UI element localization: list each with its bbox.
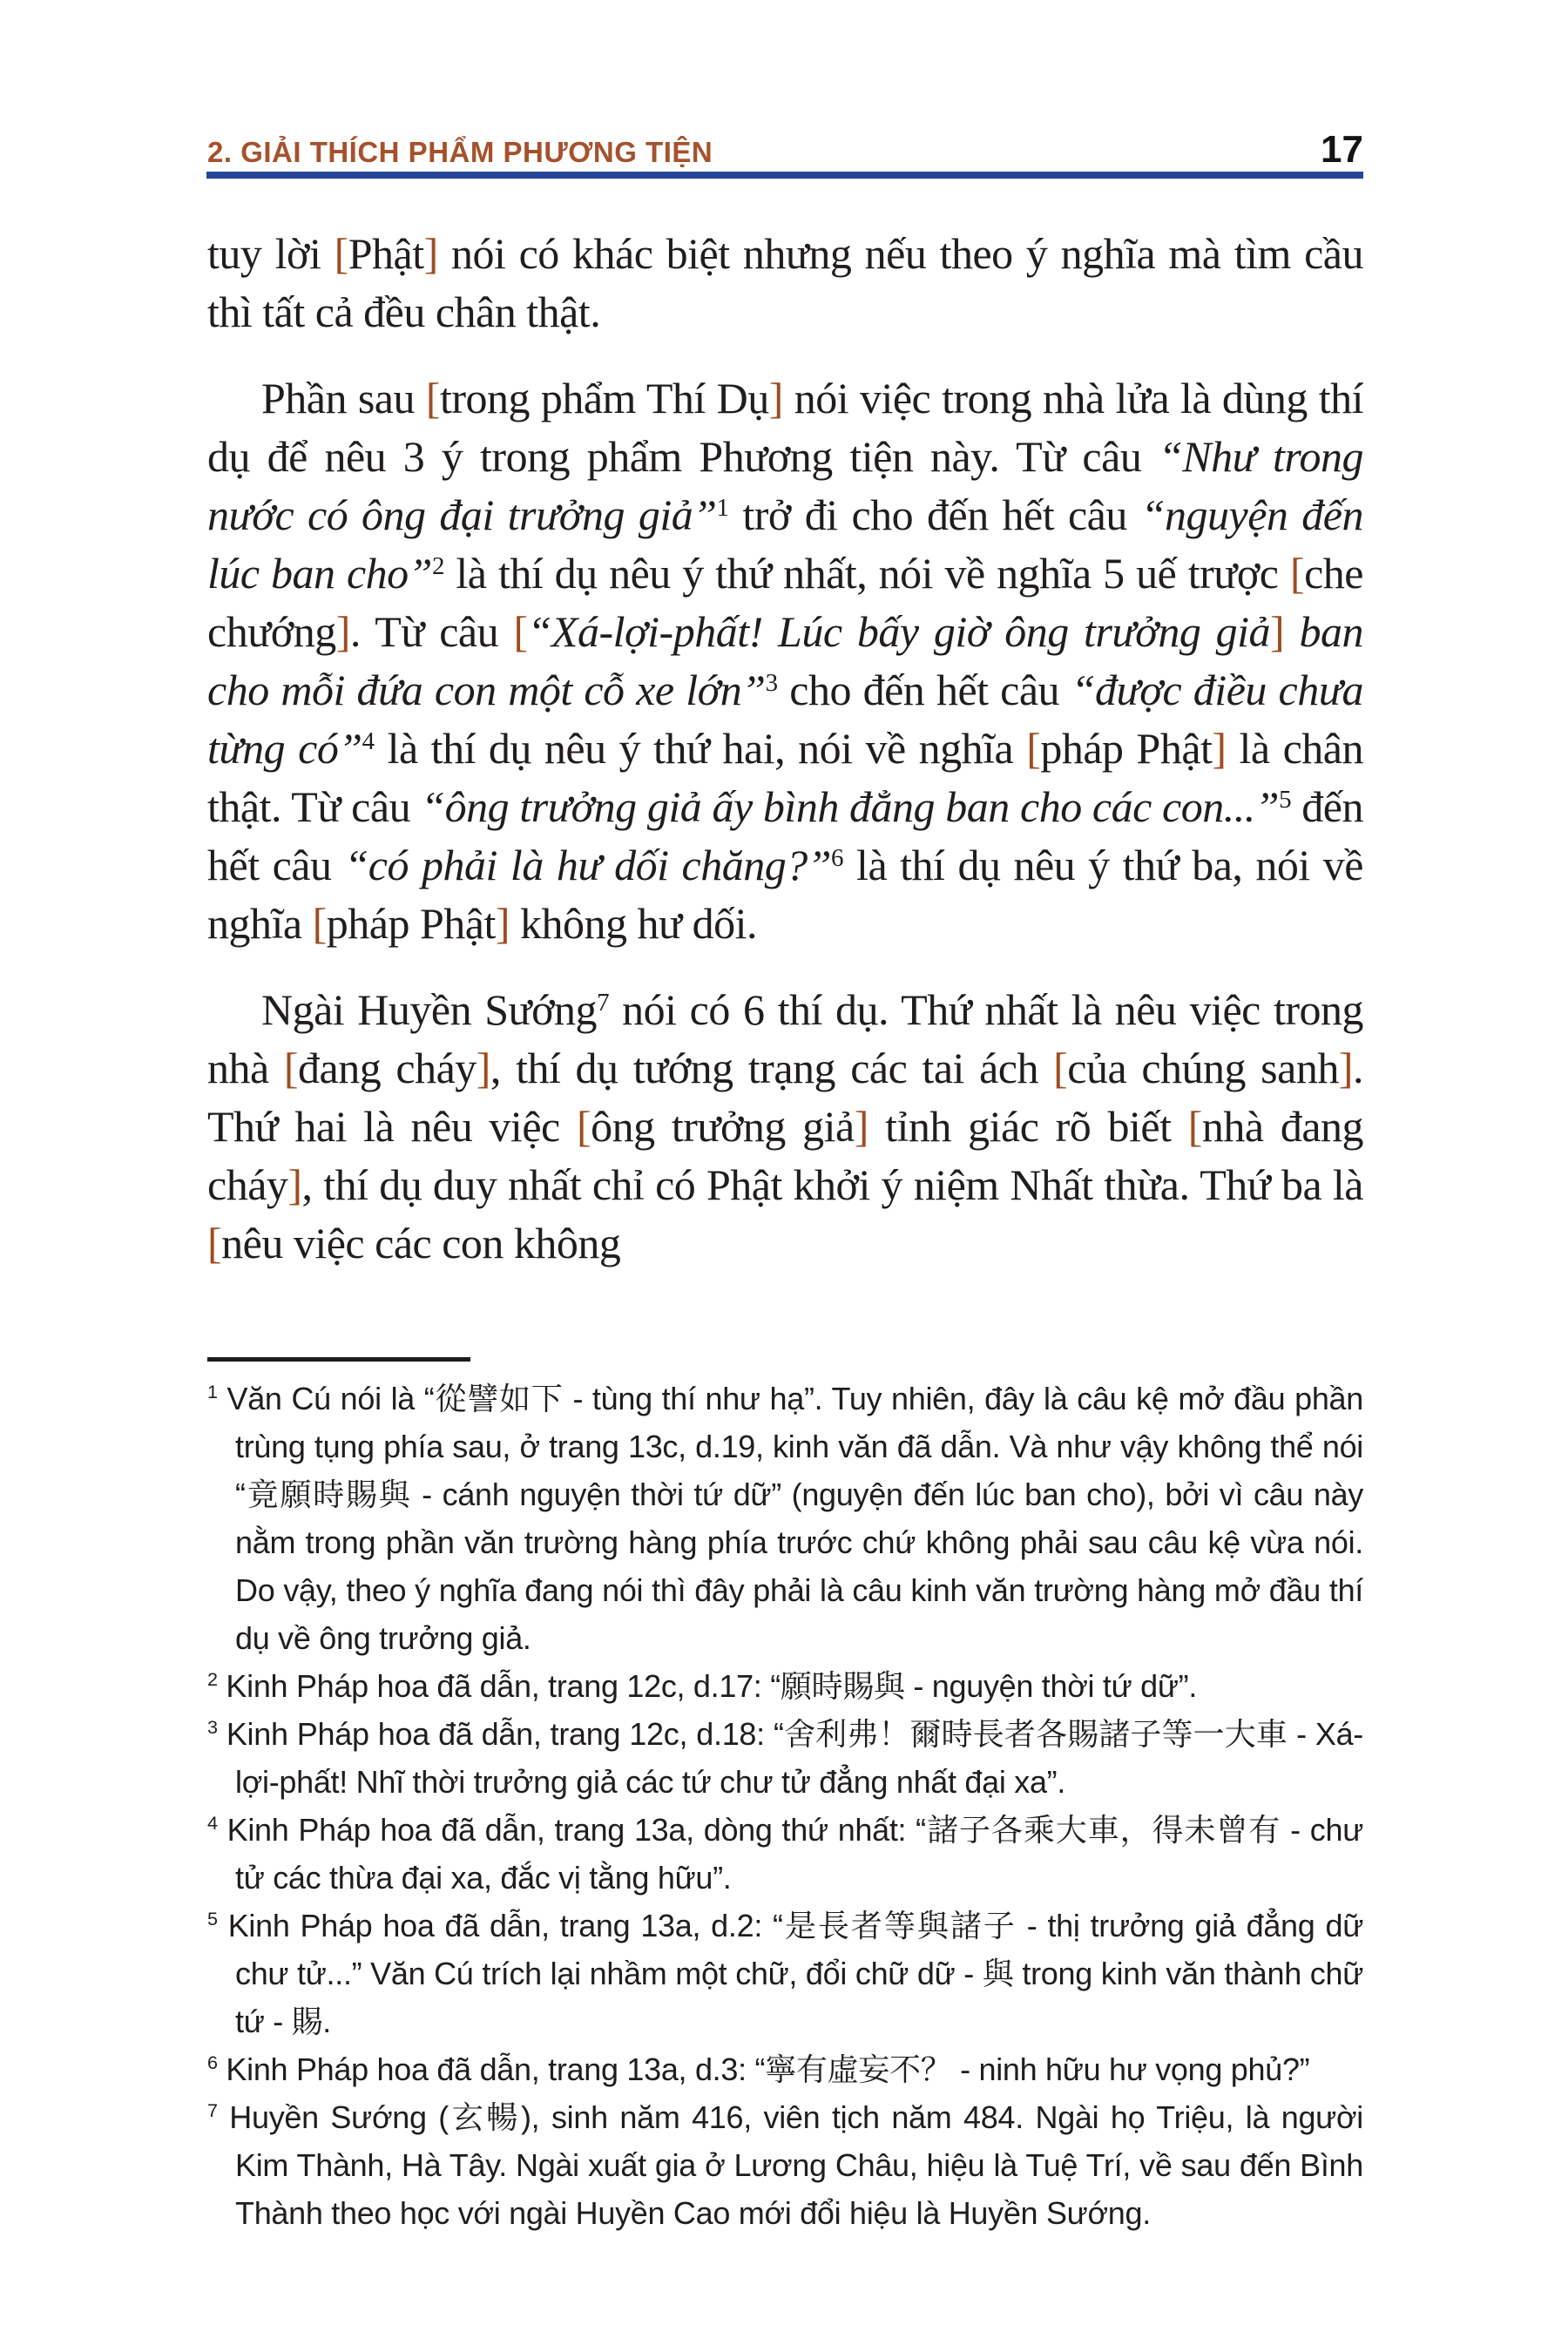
- bracket-mark: ]: [476, 1044, 490, 1092]
- footnotes-section: [207, 1375, 1363, 2237]
- bracket-mark: [: [312, 899, 327, 948]
- text-segment: nói có 6 thí dụ. Thứ nhất là nêu việc trong nhà: [207, 985, 1363, 1092]
- text-segment: “Xá-lợi-phất! Lúc bấy giờ ông trưởng giả: [527, 607, 1271, 656]
- text-segment: . Từ câu: [349, 607, 514, 656]
- text-segment: “nguyện đến lúc ban cho”: [207, 490, 1363, 598]
- footnote-item: $^2$ Kinh Pháp hoa đã dẫn, trang 12c, d.17: “願時賜與 - nguyện thời tứ dữ”.: [207, 1668, 1198, 1704]
- bracket-mark: [: [1187, 1102, 1202, 1151]
- text-segment: là thí dụ nêu ý thứ hai, nói về nghĩa: [374, 724, 1027, 773]
- footnote-number: 6: [207, 2051, 218, 2073]
- footnote-item: $^4$ Kinh Pháp hoa đã dẫn, trang 13a, dòng thứ nhất: “諸子各乘大車，得未曾有 - chư tử các thừa đại xa, đắc vị tằng hữu”.: [207, 1812, 1363, 1896]
- bracket-mark: [: [1289, 549, 1305, 598]
- footnote-item: $^7$ Huyền Sướng (玄暢), sinh năm 416, viên tịch năm 484. Ngài họ Triệu, là người Kim Thành, Hà Tây. Ngài xuất gia ở Lương Châu, hiệu là Tuệ Trí, về sau đến Bình Thành theo học với ngài Huyền Cao mới đổi hiệu là Huyền Sướng.: [207, 2099, 1363, 2231]
- body-paragraph: [207, 369, 1363, 953]
- text-segment: , thí dụ tướng trạng các tai ách: [490, 1044, 1054, 1092]
- footnote-item: $^5$ Kinh Pháp hoa đã dẫn, trang 13a, d.2: “是長者等與諸子 - thị trưởng giả đẳng dữ chư tử...” Văn Cú trích lại nhầm một chữ, đổi chữ dữ - 與 trong kinh văn thành chữ tứ - 賜.: [207, 1908, 1363, 2039]
- text-segment: là thí dụ nêu ý thứ ba, nói về nghĩa: [207, 841, 1363, 948]
- bracket-mark: ]: [495, 899, 510, 948]
- text-segment: đang cháy: [298, 1044, 476, 1092]
- text-segment: “được điều chưa từng có”: [207, 666, 1363, 773]
- footnote-ref: 4: [362, 727, 375, 756]
- footnote-ref: 3: [765, 669, 778, 698]
- text-segment: cho đến hết câu: [777, 666, 1071, 714]
- text-segment: ông trưởng giả: [591, 1102, 855, 1151]
- text-segment: “Như trong nước có ông đại trưởng giả”: [207, 432, 1364, 539]
- text-segment: nêu việc các con không: [221, 1219, 621, 1267]
- footnote-number: 7: [207, 2099, 218, 2121]
- footnote-divider-rule: [207, 1357, 470, 1362]
- text-segment: là chân thật. Từ câu: [207, 724, 1363, 831]
- footnote-number: 5: [207, 1908, 218, 1930]
- text-segment: trong phẩm Thí Dụ: [439, 374, 769, 422]
- text-segment: Phật: [348, 229, 424, 278]
- bracket-mark: [: [1026, 724, 1041, 773]
- footnote-number: 1: [207, 1381, 218, 1402]
- footnote-ref: 7: [597, 989, 610, 1017]
- text-segment: , thí dụ duy nhất chỉ có Phật khởi ý niệm Nhất thừa. Thứ ba là: [301, 1160, 1363, 1209]
- footnote-item: $^1$ Văn Cú nói là “從譬如下 - tùng thí như hạ”. Tuy nhiên, đây là câu kệ mở đầu phần trùng tụng phía sau, ở trang 13c, d.19, kinh văn đã dẫn. Và như vậy không thể nói “竟願時賜與 - cánh nguyện thời tứ dữ” (nguyện đến lúc ban cho), bởi vì câu này nằm trong phần văn trường hàng phía trước chứ không phải sau câu kệ vừa nói. Do vậy, theo ý nghĩa đang nói thì đây phải là câu kinh văn trường hàng mở đầu thí dụ về ông trưởng giả.: [207, 1381, 1363, 1656]
- text-segment: Ngài Huyền Sướng: [261, 985, 598, 1034]
- bracket-mark: ]: [768, 374, 783, 422]
- footnote-ref: 2: [431, 552, 444, 581]
- text-segment: của chúng sanh: [1067, 1044, 1339, 1092]
- text-segment: pháp Phật: [326, 899, 496, 948]
- header-divider-rule: [206, 172, 1363, 179]
- footnote-item: $^3$ Kinh Pháp hoa đã dẫn, trang 12c, d.18: “舍利弗！爾時長者各賜諸子等一大車 - Xá-lợi-phất! Nhĩ thời trưởng giả các tứ chư tử đẳng nhất đại xa”.: [207, 1716, 1363, 1800]
- bracket-mark: ]: [423, 229, 438, 278]
- text-segment: nói có khác biệt nhưng nếu theo ý nghĩa mà tìm cầu thì tất cả đều chân thật.: [207, 229, 1363, 336]
- bracket-mark: ]: [1212, 724, 1227, 773]
- body-text: [207, 225, 1363, 1301]
- bracket-mark: [: [283, 1044, 299, 1092]
- text-segment: là thí dụ nêu ý thứ nhất, nói về nghĩa 5 uế trược: [443, 549, 1290, 598]
- bracket-mark: ]: [854, 1102, 868, 1151]
- text-segment: “ông trưởng giả ấy bình đẳng ban cho các con...”: [421, 782, 1280, 831]
- footnote-number: 4: [207, 1812, 218, 1834]
- footnote-ref: 5: [1279, 786, 1292, 814]
- footnote-number: 2: [207, 1668, 218, 1690]
- text-segment: che chướng: [207, 549, 1363, 656]
- text-segment: nhà đang cháy: [207, 1102, 1364, 1209]
- text-segment: ban cho mỗi đứa con một cỗ xe lớn”: [207, 607, 1364, 714]
- text-segment: nói việc trong nhà lửa là dùng thí dụ để nêu 3 ý trong phẩm Phương tiện này. Từ câu: [207, 374, 1364, 481]
- bracket-mark: ]: [287, 1160, 302, 1209]
- chapter-title: 2. GIẢI THÍCH PHẨM PHƯƠNG TIỆN: [207, 136, 713, 168]
- footnote-ref: 6: [831, 844, 844, 873]
- bracket-mark: [: [425, 374, 440, 422]
- text-segment: “có phải là hư dối chăng?”: [344, 841, 832, 889]
- page-number: 17: [1321, 128, 1363, 171]
- text-segment: tỉnh giác rõ biết: [868, 1102, 1188, 1151]
- footnote-ref: 1: [716, 494, 729, 523]
- bracket-mark: [: [513, 607, 528, 656]
- text-segment: pháp Phật: [1040, 724, 1213, 773]
- body-paragraph: [207, 225, 1363, 341]
- footnote-number: 3: [207, 1716, 218, 1738]
- page-header: [207, 128, 1363, 171]
- text-segment: trở đi cho đến hết câu: [728, 490, 1141, 539]
- text-segment: . Thứ hai là nêu việc: [207, 1044, 1363, 1151]
- bracket-mark: [: [1053, 1044, 1068, 1092]
- body-paragraph: [207, 981, 1363, 1273]
- bracket-mark: ]: [335, 607, 350, 656]
- bracket-mark: ]: [1338, 1044, 1353, 1092]
- bracket-mark: [: [576, 1102, 591, 1151]
- bracket-mark: [: [334, 229, 348, 278]
- text-segment: đến hết câu: [207, 782, 1363, 889]
- text-segment: không hư dối.: [510, 899, 757, 948]
- text-segment: Phần sau: [261, 374, 426, 422]
- footnote-item: $^6$ Kinh Pháp hoa đã dẫn, trang 13a, d.3: “寧有虛妄不？ - ninh hữu hư vọng phủ?”: [207, 2051, 1310, 2087]
- bracket-mark: ]: [1270, 607, 1285, 656]
- bracket-mark: [: [207, 1219, 222, 1267]
- text-segment: tuy lời: [207, 229, 335, 278]
